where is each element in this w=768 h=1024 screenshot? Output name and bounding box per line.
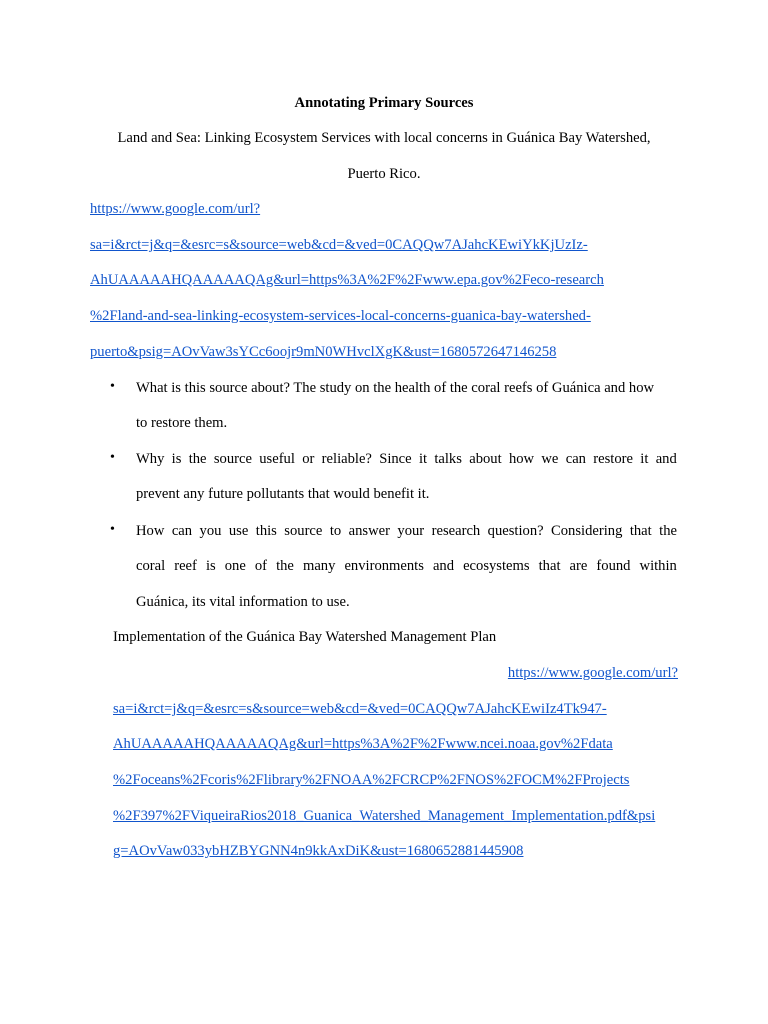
source1-url-line1[interactable]: https://www.google.com/url? [90, 201, 261, 217]
bullet2-line2: prevent any future pollutants that would benefit it. [136, 486, 430, 502]
source2-url-line5[interactable]: %2F397%2FViqueiraRios2018_Guanica_Watershed_Management_Implementation.pdf&psi [113, 808, 656, 824]
source1-title-line1: Land and Sea: Linking Ecosystem Services with local concerns in Guánica Bay Watershed, [117, 130, 651, 146]
bullet3-line1: How can you use this source to answer your research question? Considering that the [136, 523, 677, 539]
source2-url-line2[interactable]: sa=i&rct=j&q=&esrc=s&source=web&cd=&ved=0CAQQw7AJahcKEwiIz4Tk947- [113, 701, 607, 717]
source1-url-line4[interactable]: %2Fland-and-sea-linking-ecosystem-services-local-concerns-guanica-bay-watershed- [90, 308, 591, 324]
source2-url-line3[interactable]: AhUAAAAAHQAAAAAQAg&url=https%3A%2F%2Fwww.ncei.noaa.gov%2Fdata [113, 736, 613, 752]
bullet3-line3: Guánica, its vital information to use. [136, 594, 350, 610]
bullet-marker: • [110, 450, 115, 465]
bullet-marker: • [110, 379, 115, 394]
source1-url-line5[interactable]: puerto&psig=AOvVaw3sYCc6oojr9mN0WHvclXgK&ust=1680572647146258 [90, 344, 557, 360]
bullet1-line2: to restore them. [136, 415, 228, 431]
source2-url-line1[interactable]: https://www.google.com/url? [507, 665, 678, 681]
source2-title: Implementation of the Guánica Bay Watershed Management Plan [113, 629, 497, 645]
bullet1-line1: What is this source about? The study on the health of the coral reefs of Guánica and how [136, 380, 655, 396]
source1-url-line2[interactable]: sa=i&rct=j&q=&esrc=s&source=web&cd=&ved=0CAQQw7AJahcKEwiYkKjUzIz- [90, 237, 588, 253]
bullet3-line2: coral reef is one of the many environments and ecosystems that are found within [136, 558, 677, 574]
bullet-marker: • [110, 522, 115, 537]
page-title: Annotating Primary Sources [294, 95, 474, 111]
source2-url-line4[interactable]: %2Foceans%2Fcoris%2Flibrary%2FNOAA%2FCRCP%2FNOS%2FOCM%2FProjects [113, 772, 630, 788]
source1-title-line2: Puerto Rico. [347, 166, 421, 182]
source2-url-line6[interactable]: g=AOvVaw033ybHZBYGNN4n9kkAxDiK&ust=1680652881445908 [113, 843, 524, 859]
source1-url-line3[interactable]: AhUAAAAAHQAAAAAQAg&url=https%3A%2F%2Fwww.epa.gov%2Feco-research [90, 272, 604, 288]
bullet2-line1: Why is the source useful or reliable? Since it talks about how we can restore it and [136, 451, 677, 467]
